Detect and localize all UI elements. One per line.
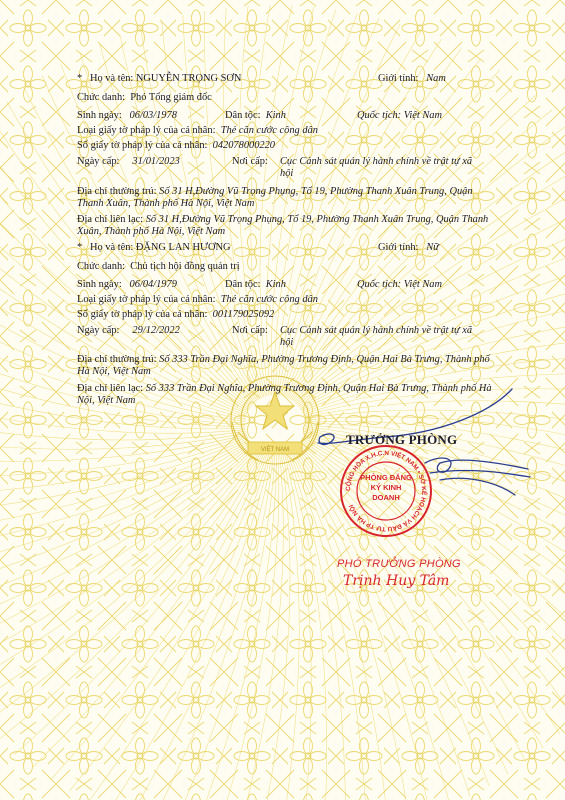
p2-idno: 001179025092: [212, 309, 275, 320]
p2-issue-row: [77, 325, 180, 337]
p1-title-label: Chức danh:: [77, 92, 126, 103]
p1-perm-label: Địa chỉ thường trú:: [77, 186, 157, 197]
p2-perm-label: Địa chỉ thường trú:: [77, 354, 157, 365]
p1-perm-address: Số 31 H,Đường Vũ Trọng Phụng, Tổ 19, Phường Thanh Xuân Trung, Quận Thanh Xuân, Thành phố Hà Nội, Việt Nam: [77, 186, 473, 209]
p2-name-row: * Họ và tên: ĐẶNG LAN HƯƠNG: [77, 242, 231, 253]
p2-contact-address: Số 333 Trần Đại Nghĩa, Phường Trương Định, Quận Hai Bà Trưng, Thành phố Hà Nội, Việt Nam: [77, 383, 492, 406]
p1-gender-row: [378, 73, 446, 85]
p1-nationality: Việt Nam: [403, 110, 442, 121]
p2-nationality: Việt Nam: [403, 279, 442, 290]
p1-title: Phó Tổng giám đốc: [130, 92, 212, 103]
p2-place-label: Nơi cấp:: [232, 325, 268, 336]
p2-nationality-row: [357, 279, 442, 291]
p2-ethnic: Kinh: [265, 279, 286, 290]
p2-title: Chủ tịch hội đồng quản trị: [130, 261, 240, 272]
p2-idno-row: [77, 309, 274, 321]
p2-nationality-label: Quốc tịch:: [357, 279, 402, 290]
p1-idtype-row: [77, 125, 318, 137]
p2-issue-label: Ngày cấp:: [77, 325, 120, 336]
emblem-label: VIỆT NAM: [260, 447, 290, 453]
p1-issue-date: 31/01/2023: [132, 156, 180, 167]
p1-gender-label: Giới tính:: [378, 73, 419, 84]
p2-ethnic-label: Dân tộc:: [225, 279, 261, 290]
p2-dob-label: Sinh ngày:: [77, 279, 122, 290]
stamp-ring-text: CỘNG HÒA X.H.C.N VIỆT NAM • SỞ KẾ HOẠCH VÀ ĐẦU TƯ TP HÀ NỘI: [344, 449, 428, 533]
p1-place-label: Nơi cấp:: [232, 156, 268, 167]
p1-nationality-row: [357, 110, 442, 122]
signer-name: Trịnh Huy Tâm: [343, 573, 450, 589]
p1-contact-label: Địa chỉ liên lạc:: [77, 214, 144, 225]
stamp-center-text: PHÒNG ĐĂNG KÝ KINH DOANH: [360, 473, 412, 502]
p2-idtype-row: [77, 294, 318, 306]
official-stamp: [338, 443, 434, 539]
p2-title-row: [77, 261, 240, 273]
p2-perm-address: Số 333 Trần Đại Nghĩa, Phường Trương Định, Quận Hai Bà Trưng, Thành phố Hà Nội, Việt Nam: [77, 354, 490, 377]
p1-ethnic-label: Dân tộc:: [225, 110, 261, 121]
p2-gender: Nữ: [426, 242, 439, 253]
p1-ethnic: Kinh: [265, 110, 286, 121]
deputy-title: PHÓ TRƯỞNG PHÒNG: [337, 558, 461, 570]
p1-ethnic-row: [225, 110, 286, 122]
p2-idno-label: Số giấy tờ pháp lý của cá nhân:: [77, 309, 208, 320]
p2-ethnic-row: [225, 279, 286, 291]
p1-dob: 06/03/1978: [129, 110, 177, 121]
p2-dob-row: [77, 279, 177, 291]
p1-name-row: * Họ và tên: NGUYỄN TRỌNG SƠN: [77, 73, 242, 84]
p2-gender-row: [378, 242, 439, 254]
p1-issue-row: [77, 156, 180, 168]
p1-dob-row: [77, 110, 177, 122]
p2-name: ĐẶNG LAN HƯƠNG: [135, 242, 231, 253]
p1-idno-row: [77, 140, 275, 152]
p2-name-label: Họ và tên:: [90, 242, 134, 253]
p1-dob-label: Sinh ngày:: [77, 110, 122, 121]
p1-idno-label: Số giấy tờ pháp lý của cá nhân:: [77, 140, 208, 151]
p2-idtype-label: Loại giấy tờ pháp lý của cá nhân:: [77, 294, 216, 305]
p1-title-row: [77, 92, 212, 104]
p1-name-label: Họ và tên:: [90, 73, 134, 84]
p1-contact-address: Số 31 H,Đường Vũ Trọng Phụng, Tổ 19, Phường Thanh Xuân Trung, Quận Thanh Xuân, Thành phố Hà Nội, Việt Nam: [77, 214, 489, 237]
p1-nationality-label: Quốc tịch:: [357, 110, 402, 121]
p1-perm-row: [77, 186, 497, 210]
p1-contact-row: [77, 214, 497, 238]
p1-idtype: Thẻ căn cước công dân: [220, 125, 318, 136]
signatory-title: TRƯỞNG PHÒNG: [346, 432, 458, 447]
p1-idno: 042078000220: [212, 140, 275, 151]
p1-name: NGUYỄN TRỌNG SƠN: [135, 73, 242, 84]
p2-issue-date: 29/12/2022: [132, 325, 180, 336]
p2-dob: 06/04/1979: [129, 279, 177, 290]
p2-contact-label: Địa chỉ liên lạc:: [77, 383, 144, 394]
p1-gender: Nam: [426, 73, 446, 84]
p2-perm-row: [77, 354, 497, 378]
p1-idtype-label: Loại giấy tờ pháp lý của cá nhân:: [77, 125, 216, 136]
p2-idtype: Thẻ căn cước công dân: [220, 294, 318, 305]
p1-place: Cục Cảnh sát quản lý hành chính về trật tự xã hội: [280, 156, 473, 179]
p2-title-label: Chức danh:: [77, 261, 126, 272]
p2-place: Cục Cảnh sát quản lý hành chính về trật tự xã hội: [280, 325, 473, 348]
p2-gender-label: Giới tính:: [378, 242, 419, 253]
p1-issue-label: Ngày cấp:: [77, 156, 120, 167]
